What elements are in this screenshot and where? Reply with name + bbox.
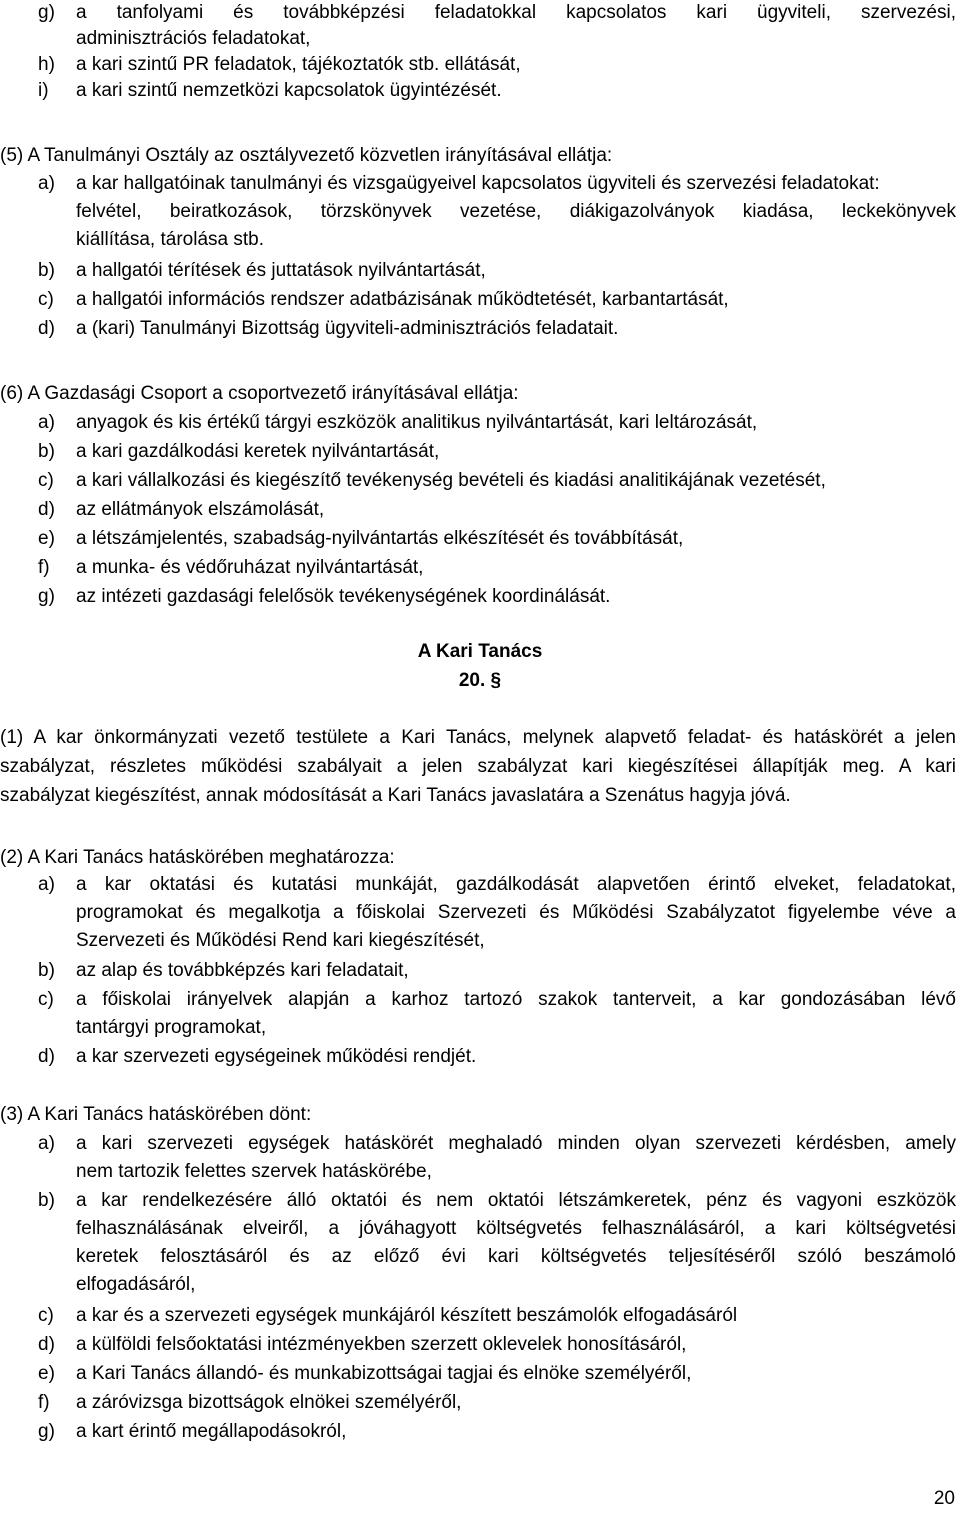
list-marker: g) xyxy=(38,1421,55,1442)
list-text: a hallgatói információs rendszer adatbázisának működtetését, karbantartását, xyxy=(76,289,729,310)
list-text: adminisztrációs feladatokat, xyxy=(76,28,311,49)
paragraph-line: (1) A kar önkormányzati vezető testülete a Kari Tanács, melynek alapvető feladat- és hatáskörét a jelen xyxy=(0,727,956,748)
list-text: a munka- és védőruházat nyilvántartását, xyxy=(76,557,424,578)
paragraph-line: szabályzat kiegészítést, annak módosítását a Kari Tanács javaslatára a Szenátus hagyja jóvá. xyxy=(0,785,791,806)
paragraph-intro: (5) A Tanulmányi Osztály az osztályvezető közvetlen irányításával ellátja: xyxy=(0,145,613,166)
list-marker: g) xyxy=(38,2,55,23)
section-title: A Kari Tanács xyxy=(417,641,543,662)
list-text: a főiskolai irányelvek alapján a karhoz tartozó szakok tanterveit, a kar gondozásában lévő xyxy=(76,989,956,1010)
list-marker: c) xyxy=(38,470,54,491)
list-marker: g) xyxy=(38,586,55,607)
list-text: anyagok és kis értékű tárgyi eszközök analitikus nyilvántartását, kari leltározását, xyxy=(76,412,758,433)
list-marker: b) xyxy=(38,960,55,981)
list-text: a záróvizsga bizottságok elnökei személyéről, xyxy=(76,1392,462,1413)
list-text: a Kari Tanács állandó- és munkabizottságai tagjai és elnöke személyéről, xyxy=(76,1363,692,1384)
list-text: a tanfolyami és továbbképzési feladatokkal kapcsolatos kari ügyviteli, szervezési, xyxy=(76,2,956,23)
list-marker: b) xyxy=(38,260,55,281)
list-marker: h) xyxy=(38,54,55,75)
list-marker: d) xyxy=(38,499,55,520)
list-text: felhasználásának elveiről, a jóváhagyott költségvetés felhasználásáról, a kari költségvetési xyxy=(76,1218,956,1239)
list-text: a hallgatói térítések és juttatások nyilvántartását, xyxy=(76,260,486,281)
list-text: felvétel, beiratkozások, törzskönyvek vezetése, diákigazolványok kiadása, leckekönyvek xyxy=(76,201,956,222)
paragraph-intro: (6) A Gazdasági Csoport a csoportvezető irányításával ellátja: xyxy=(0,383,519,404)
list-marker: c) xyxy=(38,989,54,1010)
list-text: nem tartozik felettes szervek hatáskörébe, xyxy=(76,1161,432,1182)
list-marker: e) xyxy=(38,1363,55,1384)
list-marker: a) xyxy=(38,412,55,433)
list-text: tantárgyi programokat, xyxy=(76,1017,267,1038)
list-marker: b) xyxy=(38,1190,55,1211)
list-text: a kart érintő megállapodásokról, xyxy=(76,1421,347,1442)
list-text: a külföldi felsőoktatási intézményekben szerzett oklevelek honosításáról, xyxy=(76,1334,687,1355)
list-marker: a) xyxy=(38,173,55,194)
list-text: a kar szervezeti egységeinek működési rendjét. xyxy=(76,1046,477,1067)
list-text: keretek felosztásáról és az előző évi kari költségvetés teljesítéséről szóló beszámoló xyxy=(76,1246,956,1267)
paragraph-intro: (2) A Kari Tanács hatáskörében meghatározza: xyxy=(0,847,395,868)
list-marker: d) xyxy=(38,1046,55,1067)
list-marker: d) xyxy=(38,318,55,339)
list-text: a létszámjelentés, szabadság-nyilvántartás elkészítését és továbbítását, xyxy=(76,528,684,549)
list-text: programokat és megalkotja a főiskolai Szervezeti és Működési Szabályzatot figyelembe véve a xyxy=(76,902,956,923)
list-marker: d) xyxy=(38,1334,55,1355)
list-marker: a) xyxy=(38,874,55,895)
list-marker: f) xyxy=(38,1392,50,1413)
list-text: elfogadásáról, xyxy=(76,1274,196,1295)
list-marker: e) xyxy=(38,528,55,549)
list-text: a kari vállalkozási és kiegészítő tevékenység bevételi és kiadási analitikájának vezetését, xyxy=(76,470,826,491)
list-text: a kari szervezeti egységek hatáskörét meghaladó minden olyan szervezeti kérdésben, amely xyxy=(76,1133,956,1154)
section-number: 20. § xyxy=(458,670,502,691)
list-marker: f) xyxy=(38,557,50,578)
page-number: 20 xyxy=(933,1488,955,1509)
list-text: a kari szintű PR feladatok, tájékoztatók stb. ellátását, xyxy=(76,54,521,75)
list-marker: c) xyxy=(38,1305,54,1326)
list-marker: a) xyxy=(38,1133,55,1154)
list-text: a kar és a szervezeti egységek munkájáról készített beszámolók elfogadásáról xyxy=(76,1305,738,1326)
paragraph-intro: (3) A Kari Tanács hatáskörében dönt: xyxy=(0,1104,312,1125)
list-text: a (kari) Tanulmányi Bizottság ügyviteli-adminisztrációs feladatait. xyxy=(76,318,619,339)
paragraph-line: szabályzat, részletes működési szabályait a jelen szabályzat kari kiegészítései állapítják meg. A kari xyxy=(0,756,956,777)
list-text: a kar oktatási és kutatási munkáját, gazdálkodását alapvetően érintő elveket, feladatokat, xyxy=(76,874,956,895)
list-text: Szervezeti és Működési Rend kari kiegészítését, xyxy=(76,930,485,951)
list-text: a kari gazdálkodási keretek nyilvántartását, xyxy=(76,441,440,462)
list-text: a kar rendelkezésére álló oktatói és nem oktatói létszámkeretek, pénz és vagyoni eszközök xyxy=(76,1190,956,1211)
list-marker: c) xyxy=(38,289,54,310)
list-text: az ellátmányok elszámolását, xyxy=(76,499,325,520)
list-text: a kari szintű nemzetközi kapcsolatok ügyintézését. xyxy=(76,80,502,101)
list-text: a kar hallgatóinak tanulmányi és vizsgaügyeivel kapcsolatos ügyviteli és szervezési feladatokat: xyxy=(76,173,880,194)
list-text: az intézeti gazdasági felelősök tevékenységének koordinálását. xyxy=(76,586,611,607)
list-text: kiállítása, tárolása stb. xyxy=(76,229,264,250)
list-marker: b) xyxy=(38,441,55,462)
list-marker: i) xyxy=(38,80,49,101)
list-text: az alap és továbbképzés kari feladatait, xyxy=(76,960,409,981)
